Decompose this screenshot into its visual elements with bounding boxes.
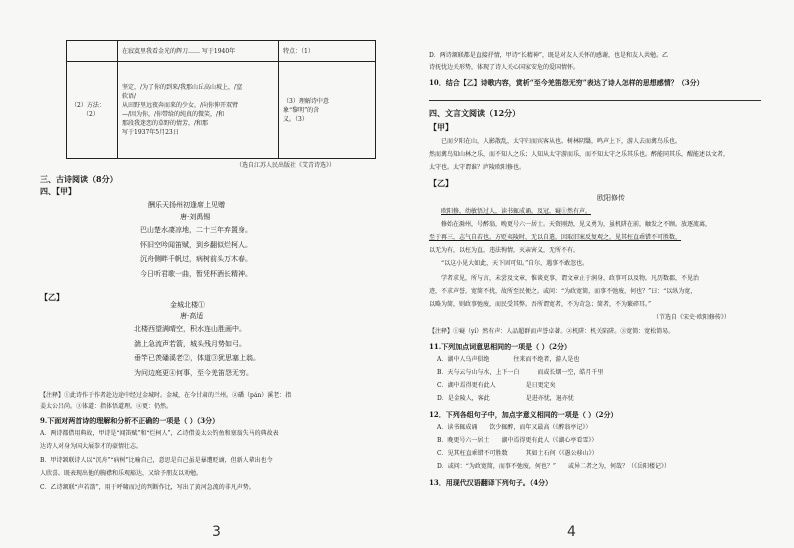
question-line: （3）理解诗中意 <box>283 97 329 105</box>
source-citation: （选自江苏人民出版社《艾青诗选》） <box>236 162 336 169</box>
option-line: A．读书辄成诵 饮少辄醉，而年又最高（《醉翁亭记》） <box>437 424 592 431</box>
option-line: 达诗人对身为国大展拳才的豪情壮志。 <box>40 443 143 450</box>
section-heading-yi: 【乙】 <box>40 292 64 302</box>
method-answer-blank: （2） <box>83 111 99 118</box>
prose-line: 至于再三，志气自若也。方贬夷陵时，无以自遣，因取旧案反复观之，见其枉直乖错不可胜数， <box>429 234 682 241</box>
annotation-line: 姜太公吕尚。③体道：指体悟道理。④更：仍然。 <box>40 403 173 410</box>
option-line: C．乙诗颔联“声若箭”，用于呼啸而过的判断作比，写出了黄河急流的非凡声势。 <box>40 484 255 491</box>
option-line: B．甲诗颔联诗人以“沉舟”“病树”比喻自己，意思是自己虽是暴遭贬谪，但新人辈出也令 <box>40 457 273 464</box>
poem-line: 垂竿已羡磻溪老②，体道③犹思塞上翁。 <box>134 354 260 362</box>
poem-line: 湍上急流声若箭，城头残月势如弓。 <box>134 339 246 348</box>
prose-title: 欧阳修传 <box>597 194 625 202</box>
table-cell-method <box>67 62 118 159</box>
poetry-analysis-table <box>66 40 376 159</box>
prose-line: 修始在滁州，号醉翁，晚更号六一居士。天资刚劲，见义勇为，虽机阱在前，触发之不顾。放逐流离， <box>441 221 712 228</box>
option-line: D．两诗颔联都是直接抒情，甲诗“长精神”，既是对友人关怀的感谢，也是和友人共勉。乙 <box>429 52 668 59</box>
annotation-line: 【注释】①此诗作于作者赴边途中经过金城时。金城，在今甘肃的兰州。②磻（pán）溪老：指 <box>40 392 292 399</box>
poem2-title: 金城北楼① <box>170 301 205 309</box>
prose-line: 欧阳修，幼敏悟过人，读书辄成诵。及冠，嶷①然有声。 <box>441 208 592 215</box>
table-cell-question-3 <box>279 62 376 159</box>
section-heading-classical-prose: 四、文言文阅读（12分） <box>429 108 521 118</box>
option-line: D．或问：“为政宽简，而事不弛废，何也？” 或异二者之为，何哉？（《岳阳楼记》） <box>437 463 670 470</box>
option-line: D．是金陵人，客此 是进亦忧，退亦忧 <box>437 395 574 402</box>
poem1-title: 酬乐天扬州初逢席上见赠 <box>148 201 225 209</box>
question-line: 象“黎明”的含 <box>283 106 320 114</box>
option-line: 诗抚忧边关形势，体现了诗人关心国家安危的爱国情怀。 <box>429 64 580 71</box>
poem-excerpt-line: 软语/ <box>122 93 137 100</box>
poem-excerpt-line: 那段我迷恋的草野的情芳，/和那 <box>122 120 209 127</box>
page-number: 3 <box>212 524 221 540</box>
option-line: B．晚更号六一居士 湖中焉得更有此人（《湖心亭看雪》） <box>437 437 598 444</box>
option-line: C．见其枉直乖错不可胜数 其如土石何（《愚公移山》） <box>437 450 598 457</box>
table-cell-poem-excerpt: 在寂寞里我看金光的辉刀…… 写于1940年 <box>118 41 279 62</box>
prose-line: 然而禽鸟知山林之乐，而不知人之乐；人知从太守游而乐，而不知太守之乐其乐也。醉能同其乐，醒能述以文者， <box>429 151 730 158</box>
prose-line: 以无为有，以枉为直，违法徇情，灭亲害义，无所不有。 <box>429 247 580 254</box>
poem-line: 为问边庭更④何事，至今羌笛怨无穷。 <box>134 368 253 377</box>
poem-excerpt-line: —/因为你，/你带给的纯真的微笑，/和 <box>122 111 225 118</box>
section-heading-jia: 四、【甲】 <box>40 186 76 196</box>
section-label-jia: 【甲】 <box>429 122 453 132</box>
question-12: 12．下列各组句子中，加点字意义相同的一项是（ ）（2分） <box>429 410 618 419</box>
poem2-author: 唐·高适 <box>180 312 204 320</box>
question-13: 13．用现代汉语翻译下列句子。（4分） <box>429 478 553 487</box>
poem-excerpt-date: 写于1937年5月23日 <box>122 129 179 136</box>
poem-line: 今日听君歌一曲，暂凭杯酒长精神。 <box>140 269 252 278</box>
option-line: 人欣喜。既表现出他的胸襟和乐观豁达，又给予朋友以劝勉。 <box>40 470 203 477</box>
poem1-body <box>140 223 252 281</box>
poem-excerpt-line: 坚定，/为了你的到来/我那山丘高山坡上，/窒 <box>122 84 243 91</box>
question-9: 9.下面对两首诗的理解和分析不正确的一项是（ ）（3分） <box>40 416 220 425</box>
page-number: 4 <box>567 524 576 540</box>
prose-line: 以略为简，则政事弛废，而民受其弊。吾所谓宽者，不为苛急；简者，不为繁碎耳。” <box>429 301 652 308</box>
prose-line: “以这小见大如此，天下固可知。”自尔，遇事不敢忽也。 <box>441 260 589 267</box>
poem-line: 北楼西望满晴空，积水连山胜画中。 <box>134 325 246 333</box>
option-line: A．湖中人乌声俱绝 往来而不绝者，游人是也 <box>437 356 580 363</box>
section-label-yi: 【乙】 <box>429 178 453 188</box>
poem-line: 沉舟侧畔千帆过，病树前头万木春。 <box>140 255 252 263</box>
table-row <box>67 41 376 62</box>
option-line: A．两诗都借用典故，甲诗是“闻笛赋”和“烂柯人”，乙诗借姜太公钓鱼和塞翁失马的典故表 <box>40 430 279 437</box>
prose-line: 已而夕阳在山，人影散乱，太守归而宾客从也。树林阴翳，鸣声上下，游人去而禽鸟乐也。 <box>441 138 682 145</box>
option-line: C．湖中焉得更有此人 是日更定矣 <box>437 382 556 389</box>
table-cell-poem-excerpt-2 <box>118 62 279 159</box>
prose-source: （节选自《宋史·欧阳修传》） <box>653 314 730 321</box>
poem1-author: 唐·刘禹锡 <box>180 213 211 221</box>
table-row <box>67 62 376 159</box>
poem-excerpt-line: 从田野里远夜奔而来的少女，/向你伸开双臂 <box>122 102 239 109</box>
question-line: 义。（3） <box>283 115 308 123</box>
table-cell-empty <box>67 41 118 62</box>
prose-line: 迹，不求声誉，宽简不扰，故所至民便之。或问：“为政宽简，而事不弛废，何也？”曰：“以纵为宽， <box>429 288 697 295</box>
option-line: B．天与云与山与水，上下一白 而或长烟一空，皓月千里 <box>437 369 604 376</box>
answer-line <box>429 100 761 101</box>
question-11: 11.下列加点词意思相同的一项是（ ）（2分） <box>429 342 571 351</box>
section-heading-classical-poetry: 三、古诗阅读（8分） <box>40 174 118 184</box>
question-10: 10．结合【乙】诗歌内容，赏析“至今羌笛怨无穷”表达了诗人怎样的思想感情？（3分） <box>429 78 704 87</box>
annotation-line: 【注释】①嶷（yí）然有声：人品超群而声誉卓著。②机阱：机关陷阱。③宽简：宽松简易。 <box>429 328 675 335</box>
poem2-body <box>134 322 260 380</box>
prose-line: 学者求见，所与言，未尝及文章，惟谈吏事，谓文章止于润身，政事可以及物。凡历数郡，不见治 <box>441 275 700 282</box>
poem-line: 怀旧空吟闻笛赋，到乡翻似烂柯人。 <box>140 240 252 249</box>
poem-line: 巴山楚水凄凉地，二十三年弃置身。 <box>140 226 252 234</box>
right-page <box>397 0 794 548</box>
table-cell-answer-feature: 特点：（1） <box>279 41 376 62</box>
prose-line: 太守也。太守谓谁？庐陵欧阳修也。 <box>429 164 526 171</box>
method-label: （2）方法： <box>71 102 105 109</box>
